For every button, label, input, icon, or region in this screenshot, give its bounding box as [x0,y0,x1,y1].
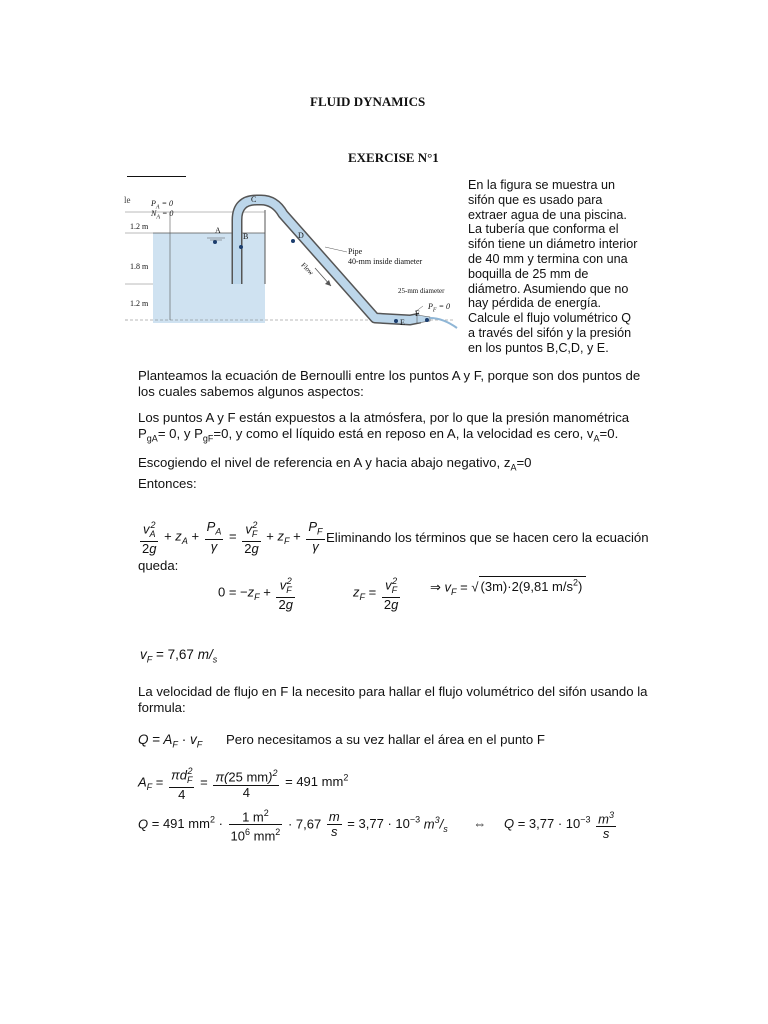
problem-line: en los puntos B,C,D, y E. [468,340,609,355]
equation-simplified: $0 = -z_F$ + $\frac{v_F^2}{2g}$ [218,576,293,612]
problem-line: La tubería que conforma el [468,222,619,237]
problem-line: boquilla de 25 mm de [468,266,589,281]
label-pf: $P_F = 0$ [428,302,450,314]
problem-line: de 40 mm y termina con una [468,251,628,266]
problem-line: En la figura se muestra un [468,178,616,192]
equation-q-formula: $Q = A_F \cdot v_F$ [138,732,203,750]
label-flow: Flow [299,261,316,277]
equation-zf: $z_F$ = $\frac{v_F^2}{2g}$ [353,576,399,612]
document-title: FLUID DYNAMICS [310,94,426,109]
text-eliminando: Eliminando los términos que se hacen cero la ecuación [326,530,649,545]
problem-line: sifón tiene un diámetro interior [468,237,638,252]
problem-line: extraer agua de una piscina. [468,207,627,222]
equation-vf-sqrt: ⇒ $v_F$ = √ (3m)·2(9,81 $m/s^2$) [430,578,586,597]
text-queda: queda: [138,558,179,573]
paragraph-atmosphere [138,410,658,447]
text-pero: Pero necesitamos a su vez hallar el área en el punto F [226,732,545,747]
vf-result: $v_F = 7,67$ $m/_s$ [140,647,218,665]
label-pa: $P_A = 0$ [151,199,173,211]
bernoulli-equation: $\frac{v_A^2}{2g}$ + $z_A$ + $\frac{P_A}{\gamma}$ = $\frac{v_F^2}{2g}$ + $z_F$ + $\frac{P_F}{\gamma}$ [142,519,323,556]
label-pipe-desc: 40-mm inside diameter [348,257,423,266]
equation-area: $A_F$ = $\frac{\pi d_F^2}{4}$ = $\frac{\pi(25 mm)^2}{4}$ = 491 $mm^2$ [138,766,349,802]
paragraph-bernoulli: Planteamos la ecuación de Bernoulli entre los puntos A y F, porque son dos puntos de los cuales sabemos algunos aspectos: [138,368,641,399]
label-na: $N_A = 0$ [151,209,174,221]
paragraph-atmosphere-line2: $P_{gA}= 0$, y $P_{gF}=0$, y como el líquido está en reposo en A, la velocidad es cero, $v_A=0$. [138,426,619,444]
paragraph-reference-line2: Entonces: [138,475,197,491]
exercise-heading: EXERCISE N°1 [348,150,439,165]
problem-line: sifón que es usado para [468,192,603,207]
problem-line: hay pérdida de energía. [468,296,602,311]
paragraph-atmosphere-line1: Los puntos A y F están expuestos a la atmósfera, por lo que la presión manométrica [138,410,630,425]
figure-corner-mark: le [124,195,131,205]
label-dim-2: 1.8 m [130,262,149,271]
problem-line: diámetro. Asumiendo que no [468,281,629,296]
label-pipe: Pipe [348,247,363,256]
label-nozzle: 25-mm diameter [398,287,445,295]
label-point-a: A [215,226,221,235]
label-dim-3: 1.2 m [130,299,149,308]
label-point-c: C [251,195,257,204]
label-point-f: F [415,309,420,318]
equation-q-result: Q = 491 $mm^2$ · $\frac{1 m^2}{10^6 mm^2}$ · 7,67 $\frac{m}{s}$ = $3,77 \cdot 10^{-3}$ $m^3/_s$ ⇔ $Q = 3,77 \cdot 10^{-3}$ $\frac{m^3}{s}$ [138,808,614,844]
problem-line: Calcule el flujo volumétrico Q [468,311,632,326]
divider-line [127,176,186,177]
label-point-e: E [400,318,405,327]
paragraph-reference-line1: Escogiendo el nivel de referencia en A y hacia abajo negativo, $z_A=0$ [138,455,532,473]
paragraph-velocity: La velocidad de flujo en F la necesito para hallar el flujo volumétrico del sifón usando la formula: [138,684,648,715]
label-point-d: D [298,231,304,240]
problem-statement [468,178,658,356]
label-point-b: B [243,232,249,241]
problem-line: a través del sifón y la presión [468,325,632,340]
label-dim-1: 1.2 m [130,222,149,231]
paragraph-reference [138,455,658,492]
